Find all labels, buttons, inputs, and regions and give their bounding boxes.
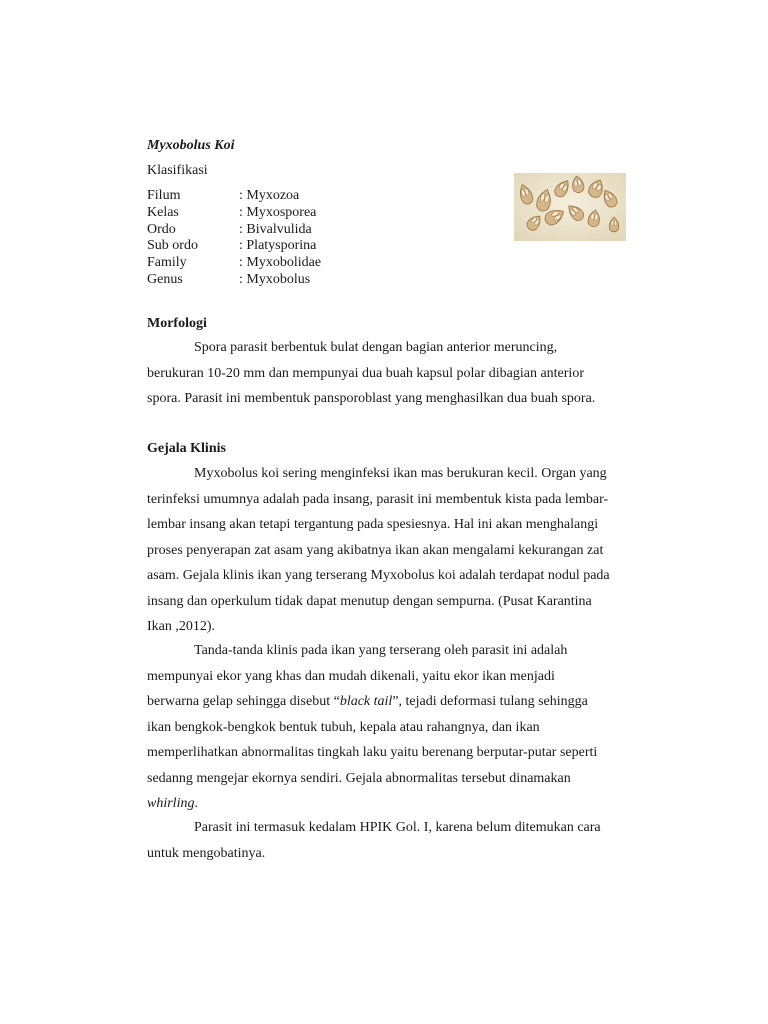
text-line: Parasit ini termasuk kedalam HPIK Gol. I, karena belum ditemukan cara xyxy=(194,820,601,835)
text-line: berukuran 10-20 mm dan mempunyai dua buah kapsul polar dibagian anterior xyxy=(147,365,584,381)
text-line: insang dan operkulum tidak dapat menutup dengan sempurna. (Pusat Karantina xyxy=(147,593,592,609)
classification-value: : Myxozoa xyxy=(239,188,299,205)
text-line: Ikan ,2012). xyxy=(147,619,216,634)
classification-row-family xyxy=(147,255,321,272)
classification-heading: Klasifikasi xyxy=(147,163,208,178)
classification-value: : Bivalvulida xyxy=(239,222,312,239)
gejala-paragraph-3 xyxy=(147,815,667,866)
classification-key: Family xyxy=(147,255,187,271)
text-line: lembar insang akan tetapi tergantung pada spesiesnya. Hal ini akan menghalangi xyxy=(147,517,599,532)
classification-key: Ordo xyxy=(147,221,176,237)
classification-value: : Myxobolidae xyxy=(239,255,321,272)
text-line: Myxobolus koi sering menginfeksi ikan mas berukuran kecil. Organ yang xyxy=(194,466,607,481)
classification-value: : Myxobolus xyxy=(239,272,310,289)
text-line: ikan bengkok-bengkok bentuk tubuh, kepala atau rahangnya, dan ikan xyxy=(147,719,540,735)
text-line: Spora parasit berbentuk bulat dengan bagian anterior meruncing, xyxy=(194,340,558,355)
classification-value: : Myxosporea xyxy=(239,205,316,222)
document-title: Myxobolus Koi xyxy=(147,138,235,153)
text-fragment: berwarna gelap sehingga disebut “ xyxy=(147,694,340,709)
text-line: asam. Gejala klinis ikan yang terserang Myxobolus koi adalah terdapat nodul pada xyxy=(147,568,610,583)
classification-row-filum xyxy=(147,188,321,205)
gejala-paragraph-2 xyxy=(147,638,667,817)
text-line: spora. Parasit ini membentuk pansporoblast yang menghasilkan dua buah spora. xyxy=(147,391,596,406)
text-fragment: . xyxy=(194,796,198,811)
classification-table xyxy=(147,188,321,289)
text-line: mempunyai ekor yang khas dan mudah dikenali, yaitu ekor ikan menjadi xyxy=(147,668,555,684)
text-line: untuk mengobatinya. xyxy=(147,845,266,861)
gejala-paragraph-1 xyxy=(147,461,667,640)
whirling-term: whirling xyxy=(147,796,195,811)
morfologi-paragraph xyxy=(147,335,667,412)
classification-row-genus xyxy=(147,272,321,289)
classification-key: Sub ordo xyxy=(147,238,198,254)
classification-value: : Platysporina xyxy=(239,238,316,255)
text-line xyxy=(147,791,667,817)
text-line xyxy=(147,689,667,715)
morfologi-heading: Morfologi xyxy=(147,316,207,331)
spore-micrograph-image xyxy=(514,173,626,241)
classification-row-sub-ordo xyxy=(147,238,321,255)
text-line: memperlihatkan abnormalitas tingkah laku yaitu berenang berputar-putar seperti xyxy=(147,745,598,760)
text-fragment: ”, tejadi deformasi tulang sehingga xyxy=(392,694,588,709)
classification-key: Filum xyxy=(147,188,181,203)
classification-row-kelas xyxy=(147,205,321,222)
text-line: sedanng mengejar ekornya sendiri. Gejala abnormalitas tersebut dinamakan xyxy=(147,770,571,786)
gejala-klinis-heading: Gejala Klinis xyxy=(147,441,226,456)
text-line: terinfeksi umumnya adalah pada insang, parasit ini membentuk kista pada lembar- xyxy=(147,491,609,507)
classification-key: Kelas xyxy=(147,204,179,220)
text-line: proses penyerapan zat asam yang akibatnya ikan akan mengalami kekurangan zat xyxy=(147,542,604,558)
classification-key: Genus xyxy=(147,271,183,287)
black-tail-term: black tail xyxy=(339,694,393,709)
classification-row-ordo xyxy=(147,222,321,239)
text-line: Tanda-tanda klinis pada ikan yang terserang oleh parasit ini adalah xyxy=(194,643,568,658)
